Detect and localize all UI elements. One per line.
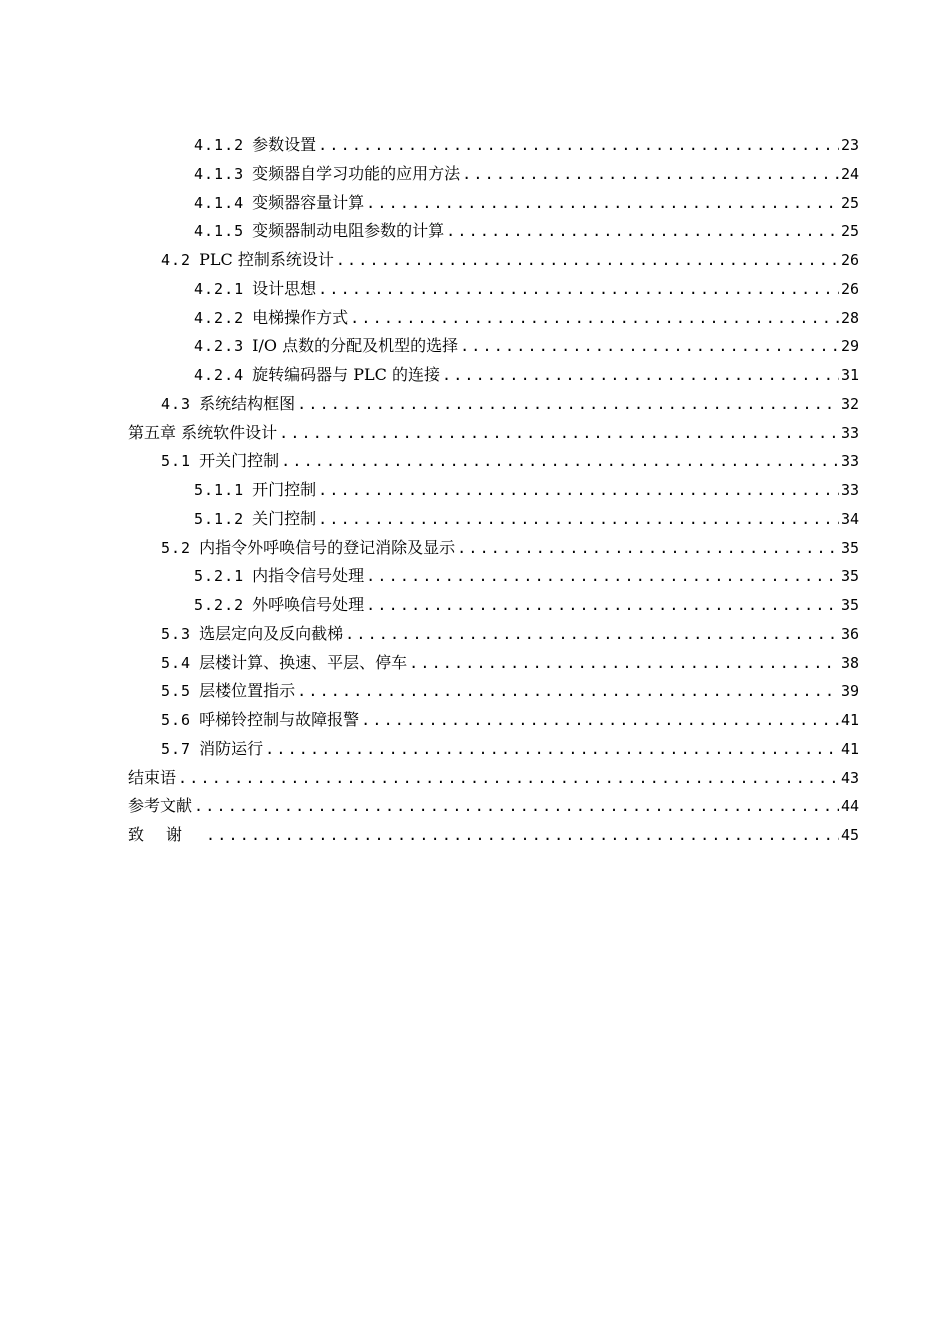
toc-entry-number: 5.5 [161, 682, 192, 701]
toc-entry-number: 5.1 [161, 452, 192, 471]
toc-entry-page-number: 25 [840, 222, 859, 241]
toc-entry-title: 层楼计算、换速、平层、停车 [199, 652, 408, 672]
toc-dot-leader [409, 649, 839, 678]
toc-entry-page-number: 34 [840, 509, 859, 528]
toc-entry [128, 447, 859, 476]
toc-entry [128, 562, 859, 591]
toc-entry-title: 外呼唤信号处理 [252, 595, 365, 614]
toc-entry-number: 5.2.1 [194, 567, 245, 586]
toc-entry-number: 4.3 [161, 394, 192, 413]
toc-dot-leader [265, 735, 839, 764]
toc-entry-title: 参数设置 [252, 135, 317, 154]
toc-entry-title: 开关门控制 [199, 451, 280, 471]
toc-entry [128, 706, 859, 735]
toc-dot-leader [442, 361, 839, 390]
toc-dot-leader [361, 706, 839, 735]
toc-entry-title: 变频器容量计算 [252, 192, 365, 212]
toc-entry [128, 332, 859, 361]
toc-entry-number: 5.6 [161, 711, 192, 729]
toc-entry-page-number: 41 [840, 711, 859, 729]
toc-dot-leader [318, 505, 839, 534]
toc-entry-page-number: 23 [840, 136, 859, 154]
toc-entry [128, 649, 859, 678]
toc-entry-number: 4.1.5 [194, 222, 245, 241]
toc-entry [128, 735, 859, 764]
toc-dot-leader [281, 447, 839, 476]
toc-entry-title: 呼梯铃控制与故障报警 [199, 710, 360, 729]
toc-entry-page-number: 33 [840, 452, 859, 471]
toc-entry-page-number: 33 [840, 423, 859, 442]
toc-entry-number: 4.2.4 [194, 366, 245, 384]
toc-entry-title: 设计思想 [252, 278, 317, 298]
toc-entry-title: 内指令外呼唤信号的登记消除及显示 [199, 537, 456, 557]
toc-entry-page-number: 29 [840, 337, 859, 356]
toc-entry-page-number: 45 [840, 826, 859, 844]
toc-entry [128, 361, 859, 390]
toc-dot-leader [366, 591, 839, 620]
toc-entry-title: 内指令信号处理 [252, 566, 365, 586]
toc-entry-title: 电梯操作方式 [252, 307, 349, 327]
toc-entry-number: 5.2.2 [194, 596, 245, 614]
toc-entry-page-number: 35 [840, 538, 859, 557]
toc-entry-number: 5.2 [161, 538, 192, 557]
toc-dot-leader [366, 189, 839, 218]
toc-entry [128, 821, 859, 850]
toc-entry-title: 结束语 [128, 767, 177, 787]
toc-dot-leader [194, 792, 839, 821]
toc-entry [128, 189, 859, 218]
toc-entry [128, 131, 859, 160]
toc-entry-page-number: 25 [840, 193, 859, 212]
toc-entry-page-number: 28 [840, 308, 859, 327]
toc-entry-page-number: 41 [840, 739, 859, 758]
toc-entry [128, 505, 859, 534]
toc-entry-number: 5.3 [161, 624, 192, 643]
toc-entry-title: I/O 点数的分配及机型的选择 [252, 336, 459, 356]
toc-entry-title: 选层定向及反向截梯 [199, 623, 344, 643]
toc-entry [128, 476, 859, 505]
toc-entry-page-number: 38 [840, 653, 859, 672]
toc-entry-number: 4.2 [161, 251, 192, 269]
toc-dot-leader [462, 160, 839, 189]
toc-entry-page-number: 36 [840, 624, 859, 643]
toc-entry-number: 4.2.3 [194, 337, 245, 356]
toc-entry-page-number: 31 [840, 366, 859, 384]
toc-entry-number: 5.1.1 [194, 481, 245, 499]
toc-dot-leader [178, 764, 839, 793]
toc-entry-title: 参考文献 [128, 796, 193, 816]
toc-entry-title: 变频器自学习功能的应用方法 [252, 163, 461, 183]
toc-entry-title: 第五章 系统软件设计 [128, 422, 278, 442]
toc-entry [128, 304, 859, 333]
toc-dot-leader [336, 246, 839, 275]
toc-dot-leader [297, 677, 839, 706]
toc-entry-page-number: 32 [840, 394, 859, 413]
toc-dot-leader [457, 534, 839, 563]
toc-entry-number: 5.7 [161, 739, 192, 758]
toc-dot-leader [350, 304, 839, 333]
toc-entry-title: PLC 控制系统设计 [199, 250, 334, 269]
toc-entry-page-number: 26 [840, 251, 859, 269]
toc-dot-leader [318, 275, 839, 304]
toc-entry-title: 变频器制动电阻参数的计算 [252, 221, 445, 241]
toc-dot-leader [279, 419, 839, 448]
toc-entry [128, 677, 859, 706]
toc-entry-page-number: 43 [840, 768, 859, 787]
toc-entry [128, 534, 859, 563]
toc-dot-leader [318, 131, 839, 160]
toc-entry [128, 764, 859, 793]
toc-entry-number: 5.1.2 [194, 509, 245, 528]
toc-entry [128, 275, 859, 304]
toc-entry-title: 旋转编码器与 PLC 的连接 [252, 365, 440, 384]
toc-entry [128, 620, 859, 649]
toc-entry-number: 4.1.2 [194, 136, 245, 154]
toc-entry-page-number: 33 [840, 481, 859, 499]
toc-entry [128, 160, 859, 189]
table-of-contents [128, 131, 859, 850]
toc-entry-number: 4.1.4 [194, 193, 245, 212]
toc-dot-leader [206, 821, 839, 850]
toc-entry-page-number: 35 [840, 596, 859, 614]
toc-entry [128, 217, 859, 246]
toc-dot-leader [318, 476, 839, 505]
toc-entry-page-number: 44 [840, 797, 859, 816]
toc-dot-leader [297, 390, 839, 419]
toc-entry-title: 开门控制 [252, 480, 317, 499]
toc-entry [128, 390, 859, 419]
toc-entry-title: 系统结构框图 [199, 393, 296, 413]
toc-entry-title: 消防运行 [199, 738, 264, 758]
toc-entry [128, 792, 859, 821]
toc-entry-title: 致谢 [128, 825, 205, 844]
toc-dot-leader [446, 217, 839, 246]
toc-dot-leader [345, 620, 839, 649]
toc-entry-title: 层楼位置指示 [199, 681, 296, 701]
toc-entry-page-number: 24 [840, 164, 859, 183]
toc-entry-number: 4.2.2 [194, 308, 245, 327]
toc-entry-number: 4.1.3 [194, 164, 245, 183]
toc-entry [128, 246, 859, 275]
toc-entry-page-number: 26 [840, 279, 859, 298]
toc-entry [128, 419, 859, 448]
toc-entry-page-number: 39 [840, 682, 859, 701]
toc-entry [128, 591, 859, 620]
toc-dot-leader [460, 332, 839, 361]
toc-entry-title: 关门控制 [252, 508, 317, 528]
toc-entry-number: 4.2.1 [194, 279, 245, 298]
toc-dot-leader [366, 562, 839, 591]
toc-entry-number: 5.4 [161, 653, 192, 672]
toc-entry-page-number: 35 [840, 567, 859, 586]
